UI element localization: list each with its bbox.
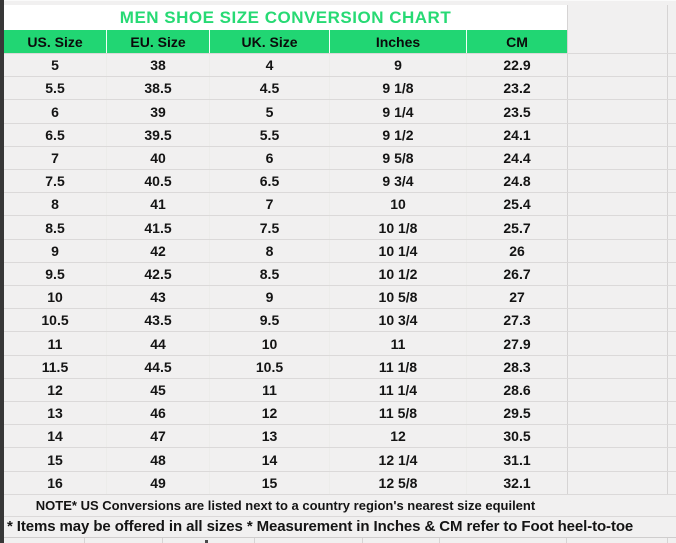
empty-cell (568, 402, 668, 424)
table-cell: 41.5 (107, 216, 210, 238)
empty-column (567, 379, 676, 401)
table-row (4, 123, 676, 146)
table-row (4, 53, 676, 76)
table-cell: 15 (4, 448, 107, 470)
table-cell: 24.8 (467, 170, 567, 192)
table-cell: 9 1/4 (330, 100, 467, 122)
empty-cell (568, 332, 668, 354)
table-cell: 14 (4, 425, 107, 447)
table-header-row (4, 30, 676, 53)
empty-column (567, 77, 676, 99)
empty-cell (568, 100, 668, 122)
table-cell: 10 1/4 (330, 240, 467, 262)
empty-cell (568, 425, 668, 447)
table-cell: 47 (107, 425, 210, 447)
partial-cell (668, 538, 676, 543)
table-cell: 42.5 (107, 263, 210, 285)
table-cell: 4 (210, 54, 330, 76)
table-row (4, 378, 676, 401)
table-cell: 12 (330, 425, 467, 447)
table-cell: 31.1 (467, 448, 567, 470)
table-cell: 27.9 (467, 332, 567, 354)
table-cell: 22.9 (467, 54, 567, 76)
empty-cell (568, 170, 668, 192)
table-row (4, 447, 676, 470)
table-cell: 11 (330, 332, 467, 354)
table-cell: 38.5 (107, 77, 210, 99)
table-cell: 13 (210, 425, 330, 447)
table-row (4, 331, 676, 354)
empty-cell (568, 472, 668, 494)
table-cell: 42 (107, 240, 210, 262)
empty-cell (568, 240, 668, 262)
empty-column (567, 286, 676, 308)
table-cell: 14 (210, 448, 330, 470)
partial-cell (567, 538, 668, 543)
table-row (4, 146, 676, 169)
chart-title: MEN SHOE SIZE CONVERSION CHART (4, 5, 567, 30)
table-row (4, 285, 676, 308)
table-cell: 25.4 (467, 193, 567, 215)
table-cell: 24.4 (467, 147, 567, 169)
table-cell: 8.5 (210, 263, 330, 285)
empty-cell (568, 286, 668, 308)
table-row (4, 76, 676, 99)
column-header-eu-size: EU. Size (107, 30, 210, 53)
column-header-uk-size: UK. Size (210, 30, 330, 53)
table-cell: 6.5 (4, 124, 107, 146)
table-cell: 9 (210, 286, 330, 308)
table-cell: 44.5 (107, 356, 210, 378)
table-cell: 27 (467, 286, 567, 308)
empty-column (567, 216, 676, 238)
table-cell: 28.6 (467, 379, 567, 401)
empty-cell (568, 30, 668, 53)
table-row (4, 192, 676, 215)
table-cell: 10 (4, 286, 107, 308)
table-row (4, 355, 676, 378)
table-cell: 7.5 (210, 216, 330, 238)
table-cell: 6.5 (210, 170, 330, 192)
table-cell: 25.7 (467, 216, 567, 238)
table-cell: 40.5 (107, 170, 210, 192)
empty-column (567, 472, 676, 494)
partial-cell (255, 538, 363, 543)
column-header-inches: Inches (330, 30, 467, 53)
table-cell: 5.5 (210, 124, 330, 146)
partial-cell (440, 538, 567, 543)
empty-cell (568, 193, 668, 215)
table-cell: 10.5 (4, 309, 107, 331)
table-body (4, 53, 676, 494)
table-cell: 12 1/4 (330, 448, 467, 470)
table-cell: 39 (107, 100, 210, 122)
table-cell: 9.5 (4, 263, 107, 285)
table-cell: 10 5/8 (330, 286, 467, 308)
table-cell: 43.5 (107, 309, 210, 331)
table-cell: 9 3/4 (330, 170, 467, 192)
table-row (4, 99, 676, 122)
empty-cell (568, 263, 668, 285)
table-row (4, 169, 676, 192)
note-text-1: NOTE* US Conversions are listed next to a country region's nearest size equilent (35, 498, 536, 513)
table-cell: 45 (107, 379, 210, 401)
table-cell: 16 (4, 472, 107, 494)
table-cell: 46 (107, 402, 210, 424)
table-cell: 10 1/2 (330, 263, 467, 285)
table-cell: 11 1/4 (330, 379, 467, 401)
empty-column (567, 332, 676, 354)
table-cell: 6 (4, 100, 107, 122)
table-cell: 12 5/8 (330, 472, 467, 494)
empty-cell (568, 309, 668, 331)
table-cell: 10 (330, 193, 467, 215)
table-cell: 15 (210, 472, 330, 494)
table-row (4, 424, 676, 447)
table-row (4, 239, 676, 262)
table-cell: 49 (107, 472, 210, 494)
table-cell: 26 (467, 240, 567, 262)
table-cell: 43 (107, 286, 210, 308)
empty-column (567, 448, 676, 470)
table-cell: 11.5 (4, 356, 107, 378)
table-cell: 28.3 (467, 356, 567, 378)
table-cell: 4.5 (210, 77, 330, 99)
empty-column (567, 402, 676, 424)
table-cell: 7 (210, 193, 330, 215)
empty-cell (568, 216, 668, 238)
next-section-partial-row (4, 537, 676, 543)
empty-column (567, 309, 676, 331)
table-cell: 9 5/8 (330, 147, 467, 169)
table-cell: 8 (210, 240, 330, 262)
partial-cell (163, 538, 255, 543)
table-cell: 40 (107, 147, 210, 169)
column-header-cm: CM (467, 30, 567, 53)
table-cell: 11 (4, 332, 107, 354)
empty-cell (568, 448, 668, 470)
note-row-1-spacer (567, 495, 676, 516)
table-cell: 7.5 (4, 170, 107, 192)
table-cell: 39.5 (107, 124, 210, 146)
empty-column (567, 170, 676, 192)
table-cell: 5.5 (4, 77, 107, 99)
table-cell: 12 (4, 379, 107, 401)
table-cell: 9 (4, 240, 107, 262)
empty-column (567, 356, 676, 378)
table-cell: 13 (4, 402, 107, 424)
table-cell: 38 (107, 54, 210, 76)
empty-column (567, 30, 676, 53)
table-row (4, 471, 676, 494)
empty-column (567, 240, 676, 262)
table-cell: 12 (210, 402, 330, 424)
empty-column (567, 54, 676, 76)
table-cell: 10 3/4 (330, 309, 467, 331)
table-cell: 9.5 (210, 309, 330, 331)
table-cell: 9 (330, 54, 467, 76)
table-cell: 11 (210, 379, 330, 401)
empty-column (567, 124, 676, 146)
empty-column (567, 263, 676, 285)
table-cell: 48 (107, 448, 210, 470)
table-row (4, 262, 676, 285)
partial-cell (4, 538, 85, 543)
table-cell: 41 (107, 193, 210, 215)
table-cell: 10.5 (210, 356, 330, 378)
table-cell: 44 (107, 332, 210, 354)
table-cell: 6 (210, 147, 330, 169)
table-cell: 29.5 (467, 402, 567, 424)
partial-cell (363, 538, 440, 543)
empty-column (567, 5, 676, 30)
table-cell: 23.5 (467, 100, 567, 122)
table-cell: 27.3 (467, 309, 567, 331)
table-cell: 11 5/8 (330, 402, 467, 424)
table-cell: 9 1/2 (330, 124, 467, 146)
empty-column (567, 425, 676, 447)
table-row (4, 401, 676, 424)
empty-cell (568, 124, 668, 146)
empty-column (567, 147, 676, 169)
empty-column (567, 193, 676, 215)
table-cell: 10 (210, 332, 330, 354)
table-cell: 8.5 (4, 216, 107, 238)
empty-column (567, 100, 676, 122)
column-header-us-size: US. Size (4, 30, 107, 53)
table-row (4, 215, 676, 238)
empty-cell (568, 356, 668, 378)
table-cell: 23.2 (467, 77, 567, 99)
empty-cell (568, 5, 668, 30)
empty-cell (568, 54, 668, 76)
empty-cell (568, 147, 668, 169)
table-cell: 8 (4, 193, 107, 215)
spreadsheet-area (4, 0, 676, 543)
table-row (4, 308, 676, 331)
table-cell: 32.1 (467, 472, 567, 494)
table-cell: 30.5 (467, 425, 567, 447)
note-text-2: * Items may be offered in all sizes * Measurement in Inches & CM refer to Foot heel-to-toe (4, 516, 676, 537)
table-cell: 26.7 (467, 263, 567, 285)
table-cell: 9 1/8 (330, 77, 467, 99)
empty-cell (568, 379, 668, 401)
table-cell: 5 (210, 100, 330, 122)
table-cell: 11 1/8 (330, 356, 467, 378)
title-row (4, 5, 676, 30)
table-cell: 10 1/8 (330, 216, 467, 238)
table-cell: 7 (4, 147, 107, 169)
table-cell: 24.1 (467, 124, 567, 146)
note-row-1 (4, 494, 676, 516)
empty-cell (568, 77, 668, 99)
table-cell: 5 (4, 54, 107, 76)
partial-cell (85, 538, 163, 543)
